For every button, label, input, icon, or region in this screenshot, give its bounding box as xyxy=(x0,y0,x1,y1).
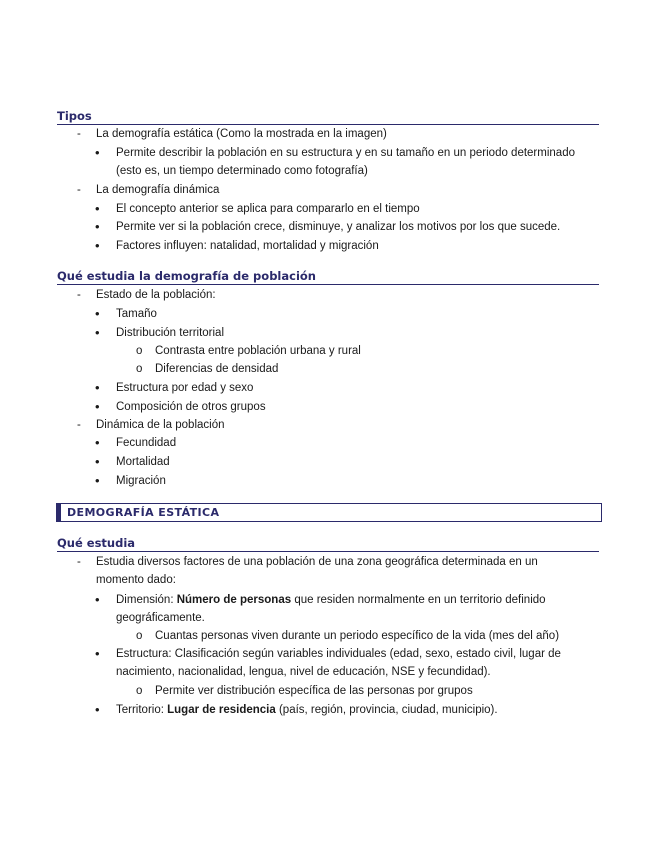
bullet-marker: • xyxy=(95,145,100,160)
section-title-demografia-estatica: DEMOGRAFÍA ESTÁTICA xyxy=(56,503,602,522)
circle-marker: o xyxy=(136,630,143,642)
bullet-marker: • xyxy=(95,380,100,395)
list-item: Estructura por edad y sexo xyxy=(116,382,254,394)
bullet-marker: • xyxy=(95,238,100,253)
heading-tipos: Tipos xyxy=(57,108,599,125)
text-run: Territorio: xyxy=(116,704,168,716)
bold-text: Lugar de residencia xyxy=(167,704,276,716)
list-item: La demografía dinámica xyxy=(96,184,220,196)
list-item: Cuantas personas viven durante un periodo específico de la vida (mes del año) xyxy=(155,630,560,642)
list-item: Composición de otros grupos xyxy=(116,401,266,413)
circle-marker: o xyxy=(136,685,143,697)
bullet-marker: • xyxy=(95,454,100,469)
heading-que-estudia-demografia: Qué estudia la demografía de población xyxy=(57,268,599,285)
list-item: Permite ver distribución específica de las personas por grupos xyxy=(155,685,473,697)
list-item: El concepto anterior se aplica para compararlo en el tiempo xyxy=(116,203,420,215)
text-run: Dimensión: xyxy=(116,594,177,606)
list-item: momento dado: xyxy=(96,574,176,586)
list-item: Diferencias de densidad xyxy=(155,363,279,375)
list-item: Contrasta entre población urbana y rural xyxy=(155,345,361,357)
list-item: La demografía estática (Como la mostrada en la imagen) xyxy=(96,128,387,140)
bullet-marker: • xyxy=(95,702,100,717)
list-item: Dinámica de la población xyxy=(96,419,225,431)
bullet-marker: • xyxy=(95,325,100,340)
circle-marker: o xyxy=(136,345,143,357)
list-item: nacimiento, nacionalidad, lengua, nivel de educación, NSE y fecundidad). xyxy=(116,666,491,678)
list-item: Permite ver si la población crece, disminuye, y analizar los motivos por los que sucede. xyxy=(116,221,561,233)
list-item: Estudia diversos factores de una población de una zona geográfica determinada en un xyxy=(96,556,538,568)
list-item: (esto es, un tiempo determinado como fotografía) xyxy=(116,165,368,177)
dash-marker: - xyxy=(77,184,81,196)
dash-marker: - xyxy=(77,128,81,140)
bullet-marker: • xyxy=(95,592,100,607)
list-item: Migración xyxy=(116,475,166,487)
list-item: Tamaño xyxy=(116,308,157,320)
bullet-marker: • xyxy=(95,473,100,488)
dash-marker: - xyxy=(77,419,81,431)
dash-marker: - xyxy=(77,556,81,568)
dash-marker: - xyxy=(77,289,81,301)
bullet-marker: • xyxy=(95,646,100,661)
bullet-marker: • xyxy=(95,219,100,234)
bullet-marker: • xyxy=(95,399,100,414)
circle-marker: o xyxy=(136,363,143,375)
list-item: Estructura: Clasificación según variables individuales (edad, sexo, estado civil, lugar de xyxy=(116,648,561,660)
bullet-marker: • xyxy=(95,306,100,321)
list-item: Estado de la población: xyxy=(96,289,216,301)
list-item: Permite describir la población en su estructura y en su tamaño en un periodo determinado xyxy=(116,147,575,159)
bullet-marker: • xyxy=(95,201,100,216)
list-item xyxy=(116,701,498,719)
list-item: Fecundidad xyxy=(116,437,177,449)
list-item: Distribución territorial xyxy=(116,327,225,339)
bullet-marker: • xyxy=(95,435,100,450)
list-item: geográficamente. xyxy=(116,612,205,624)
bold-text: Número de personas xyxy=(176,594,292,606)
text-run: (país, región, provincia, ciudad, municipio). xyxy=(275,704,498,716)
text-run: que residen normalmente en un territorio definido xyxy=(291,594,546,606)
list-item xyxy=(116,591,546,609)
list-item: Factores influyen: natalidad, mortalidad y migración xyxy=(116,240,379,252)
heading-que-estudia: Qué estudia xyxy=(57,535,599,552)
list-item: Mortalidad xyxy=(116,456,170,468)
